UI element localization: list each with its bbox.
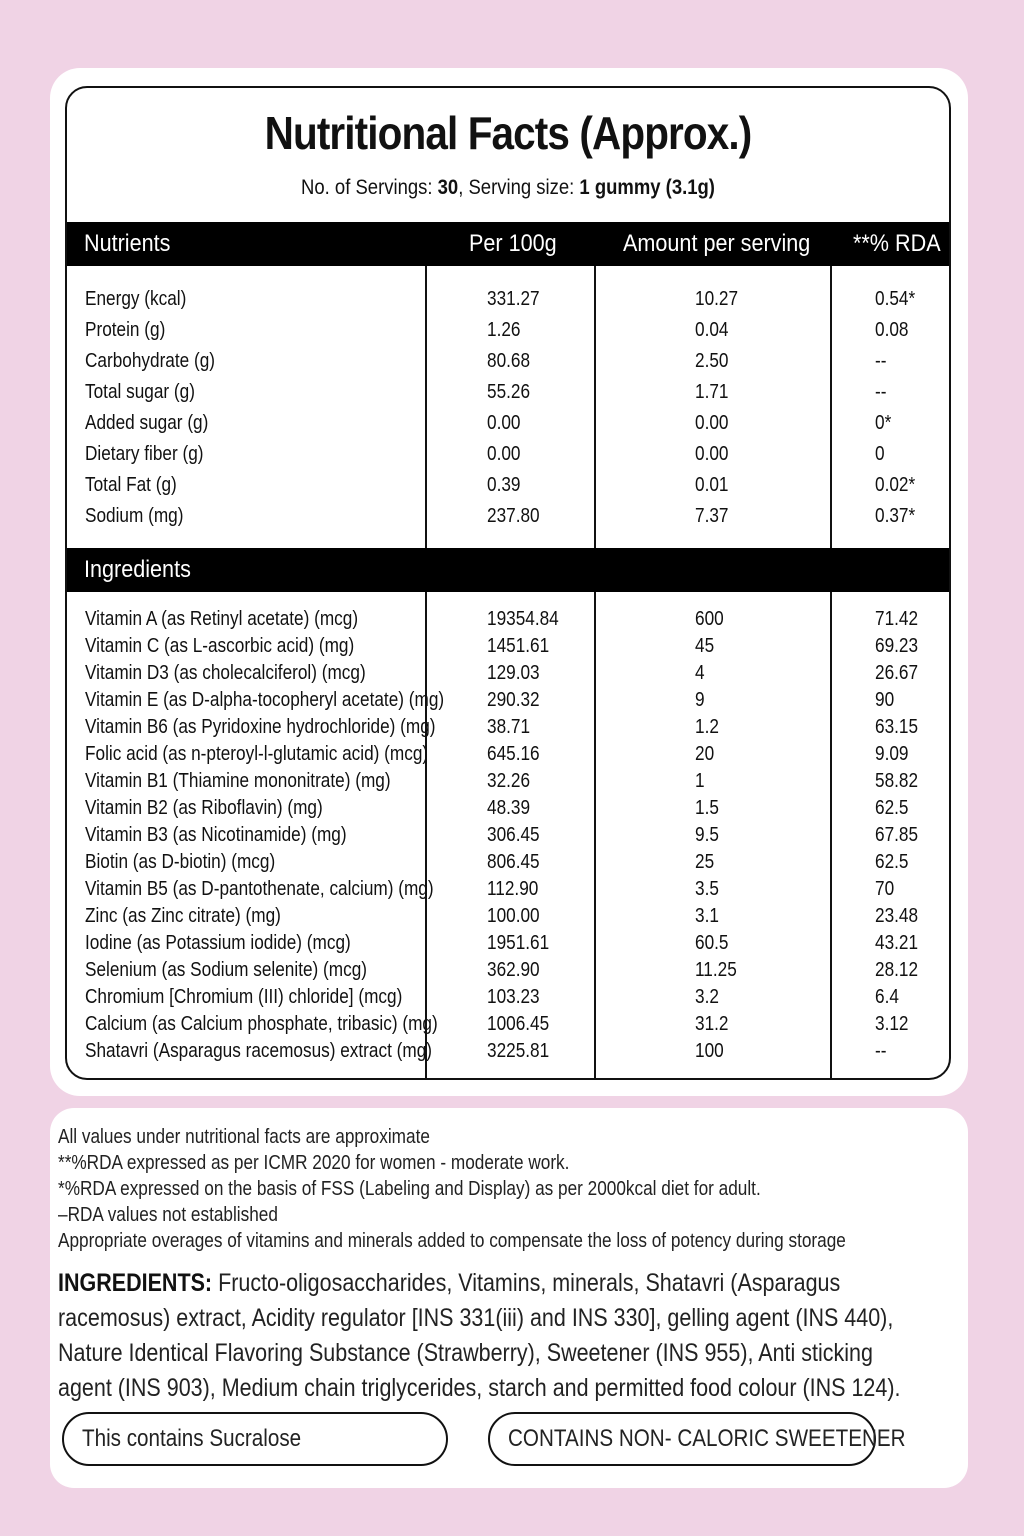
nutrient-name: Calcium (as Calcium phosphate, tribasic) (mg) [85, 1013, 438, 1035]
nutrient-name: Total sugar (g) [85, 381, 195, 403]
nutrient-name: Chromium [Chromium (III) chloride] (mcg) [85, 986, 403, 1008]
nutrient-name: Zinc (as Zinc citrate) (mg) [85, 905, 281, 927]
nutrient-name: Vitamin B6 (as Pyridoxine hydrochloride) (mg) [85, 716, 436, 738]
serving-value: 3.1 [695, 905, 719, 927]
rda-value: 58.82 [875, 770, 919, 792]
serving-value: 1.5 [695, 797, 719, 819]
serving-size-value: 1 gummy (3.1g) [579, 176, 715, 199]
rda-value: 70 [875, 878, 895, 900]
sucralose-badge-label: This contains Sucralose [82, 1425, 302, 1452]
serving-value: 25 [695, 851, 715, 873]
per100-value: 290.32 [487, 689, 540, 711]
per100-value: 32.26 [487, 770, 531, 792]
rda-value: -- [875, 381, 887, 403]
rda-value: 28.12 [875, 959, 919, 981]
per100-value: 38.71 [487, 716, 531, 738]
nutrient-name: Iodine (as Potassium iodide) (mcg) [85, 932, 351, 954]
non-caloric-badge [488, 1412, 906, 1466]
nutrient-name: Vitamin C (as L-ascorbic acid) (mg) [85, 635, 355, 657]
serving-value: 600 [695, 608, 724, 630]
serving-value: 10.27 [695, 288, 739, 310]
nutrient-name: Carbohydrate (g) [85, 350, 216, 372]
nutrient-name: Vitamin B5 (as D-pantothenate, calcium) (mg) [85, 878, 434, 900]
per100-value: 237.80 [487, 505, 540, 527]
non-caloric-badge-label: CONTAINS NON- CALORIC SWEETENER [508, 1425, 906, 1452]
serving-value: 1.2 [695, 716, 719, 738]
note-overages: Appropriate overages of vitamins and minerals added to compensate the loss of potency during storage [58, 1230, 846, 1252]
serving-value: 1 [695, 770, 705, 792]
rda-value: 9.09 [875, 743, 909, 765]
per100-value: 0.39 [487, 474, 521, 496]
per100-value: 100.00 [487, 905, 540, 927]
serving-value: 0.04 [695, 319, 729, 341]
serving-size-label: , Serving size: [458, 176, 575, 199]
serving-value: 100 [695, 1040, 724, 1062]
rda-value: 63.15 [875, 716, 919, 738]
per100-value: 806.45 [487, 851, 540, 873]
rda-value: 43.21 [875, 932, 919, 954]
per100-value: 103.23 [487, 986, 540, 1008]
nutrient-name: Vitamin B2 (as Riboflavin) (mg) [85, 797, 323, 819]
nutrient-name: Vitamin B1 (Thiamine mononitrate) (mg) [85, 770, 391, 792]
rda-value: 0.02* [875, 474, 916, 496]
serving-value: 11.25 [695, 959, 737, 981]
nutrient-name: Total Fat (g) [85, 474, 177, 496]
rda-value: 69.23 [875, 635, 919, 657]
serving-value: 60.5 [695, 932, 729, 954]
nutrient-name: Vitamin A (as Retinyl acetate) (mcg) [85, 608, 359, 630]
rda-value: 0 [875, 443, 885, 465]
rda-value: 62.5 [875, 851, 909, 873]
note-rda-not-established: –RDA values not established [58, 1204, 278, 1226]
ingredients-text [58, 1266, 901, 1406]
col-nutrients: Nutrients [84, 230, 171, 257]
rda-value: 0.54* [875, 288, 916, 310]
rda-value: -- [875, 1040, 887, 1062]
per100-value: 331.27 [487, 288, 540, 310]
rda-value: 6.4 [875, 986, 899, 1008]
servings-value: 30 [437, 176, 459, 199]
note-fss: *%RDA expressed on the basis of FSS (Labeling and Display) as per 2000kcal diet for adult. [58, 1178, 761, 1200]
per100-value: 0.00 [487, 412, 521, 434]
nutrient-name: Dietary fiber (g) [85, 443, 204, 465]
serving-value: 3.2 [695, 986, 719, 1008]
per100-value: 1.26 [487, 319, 521, 341]
per100-value: 1951.61 [487, 932, 550, 954]
rda-value: -- [875, 350, 887, 372]
serving-value: 0.00 [695, 443, 729, 465]
divider [830, 266, 832, 548]
per100-value: 0.00 [487, 443, 521, 465]
rda-value: 23.48 [875, 905, 919, 927]
serving-value: 0.01 [695, 474, 729, 496]
servings-label: No. of Servings: [301, 176, 433, 199]
nutrient-name: Vitamin D3 (as cholecalciferol) (mcg) [85, 662, 366, 684]
table-header [67, 222, 949, 266]
per100-value: 19354.84 [487, 608, 559, 630]
per100-value: 48.39 [487, 797, 531, 819]
rda-value: 0* [875, 412, 892, 434]
per100-value: 362.90 [487, 959, 540, 981]
serving-value: 45 [695, 635, 715, 657]
per100-value: 55.26 [487, 381, 531, 403]
nutrient-name: Folic acid (as n-pteroyl-l-glutamic acid) (mcg) [85, 743, 429, 765]
serving-value: 20 [695, 743, 715, 765]
col-per100: Per 100g [469, 230, 557, 257]
nutrition-facts-panel [65, 86, 951, 1080]
divider [594, 266, 596, 548]
serving-value: 9 [695, 689, 705, 711]
sucralose-badge [62, 1412, 448, 1466]
nutrient-name: Protein (g) [85, 319, 166, 341]
col-rda: **% RDA [853, 230, 941, 257]
note-icmr: **%RDA expressed as per ICMR 2020 for women - moderate work. [58, 1152, 570, 1174]
serving-value: 3.5 [695, 878, 719, 900]
rda-value: 90 [875, 689, 895, 711]
ingredients-text-body: Fructo-oligosaccharides, Vitamins, minerals, Shatavri (Asparagus racemosus) extract, Acidity regulator [INS 331(iii) and INS 330], gelling agent (INS 440), Nature Identical Flavoring Substance (Strawberry), Sweetener (INS 955), Anti sticking agent (INS 903), Medium chain triglycerides, starch and permitted food colour (INS 124). [58, 1269, 901, 1402]
serving-value: 1.71 [695, 381, 729, 403]
serving-value: 0.00 [695, 412, 729, 434]
serving-value: 4 [695, 662, 705, 684]
nutrient-name: Vitamin E (as D-alpha-tocopheryl acetate) (mg) [85, 689, 445, 711]
note-approximate: All values under nutritional facts are approximate [58, 1126, 430, 1148]
per100-value: 112.90 [487, 878, 539, 900]
per100-value: 306.45 [487, 824, 540, 846]
nutrient-name: Sodium (mg) [85, 505, 184, 527]
page-title: Nutritional Facts (Approx.) [264, 107, 752, 159]
rda-value: 71.42 [875, 608, 919, 630]
per100-value: 80.68 [487, 350, 531, 372]
rda-value: 3.12 [875, 1013, 909, 1035]
col-per-serving: Amount per serving [623, 230, 811, 257]
serving-value: 7.37 [695, 505, 729, 527]
ingredients-text-label: INGREDIENTS: [58, 1269, 213, 1297]
divider [594, 592, 596, 1080]
per100-value: 645.16 [487, 743, 540, 765]
rda-value: 62.5 [875, 797, 909, 819]
divider [425, 592, 427, 1080]
serving-value: 9.5 [695, 824, 719, 846]
divider [830, 592, 832, 1080]
ingredients-label: Ingredients [84, 556, 191, 583]
divider [425, 266, 427, 548]
nutrient-name: Shatavri (Asparagus racemosus) extract (mg) [85, 1040, 432, 1062]
nutrient-name: Vitamin B3 (as Nicotinamide) (mg) [85, 824, 347, 846]
serving-value: 31.2 [695, 1013, 729, 1035]
rda-value: 0.37* [875, 505, 916, 527]
serving-info [120, 176, 896, 200]
nutrient-name: Biotin (as D-biotin) (mcg) [85, 851, 276, 873]
serving-value: 2.50 [695, 350, 729, 372]
notes-card [50, 1108, 968, 1488]
rda-value: 67.85 [875, 824, 919, 846]
per100-value: 129.03 [487, 662, 540, 684]
per100-value: 1451.61 [487, 635, 550, 657]
nutrient-name: Energy (kcal) [85, 288, 187, 310]
ingredients-header [67, 548, 949, 592]
nutrient-name: Selenium (as Sodium selenite) (mcg) [85, 959, 367, 981]
rda-value: 26.67 [875, 662, 919, 684]
per100-value: 1006.45 [487, 1013, 550, 1035]
nutrient-name: Added sugar (g) [85, 412, 209, 434]
per100-value: 3225.81 [487, 1040, 550, 1062]
rda-value: 0.08 [875, 319, 909, 341]
